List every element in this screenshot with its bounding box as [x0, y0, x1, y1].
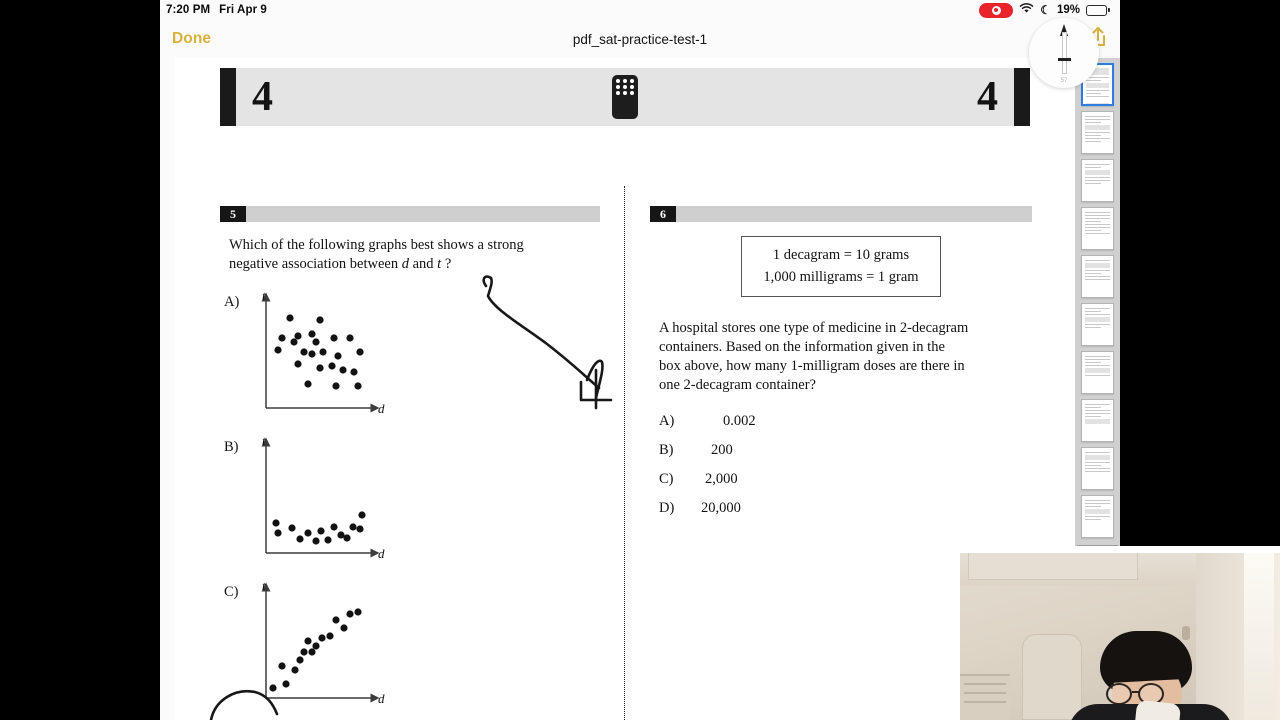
webcam-glasses-bridge: [1132, 691, 1140, 693]
thumbnail-page-4[interactable]: [1081, 207, 1114, 250]
svg-text:d: d: [378, 546, 385, 562]
q6-choice-b-letter: B): [659, 442, 674, 459]
choice-a-letter: A): [224, 294, 240, 311]
svg-text:d: d: [378, 401, 385, 417]
ios-status-bar: [160, 0, 1120, 20]
choice-a-scatter-plot: [248, 290, 388, 420]
document-title: pdf_sat-practice-test-1: [572, 31, 708, 47]
q6-choice-a-letter: A): [659, 413, 675, 430]
band-bar-right: [1014, 68, 1030, 126]
pen-body-icon: [1062, 32, 1067, 74]
thumbnail-page-8[interactable]: [1081, 399, 1114, 442]
question-6-choice-d[interactable]: [659, 500, 1032, 517]
moon-icon: ☾: [1040, 3, 1051, 17]
thumbnail-page-9[interactable]: [1081, 447, 1114, 490]
question-6-band: [650, 206, 1032, 222]
svg-text:d: d: [378, 691, 385, 707]
q6-line-0: A hospital stores one type of medicine in 2-decagram: [659, 319, 969, 336]
column-divider: [624, 186, 625, 720]
thumbnail-page-2[interactable]: [1081, 111, 1114, 154]
status-time: 7:20 PM: [166, 4, 211, 16]
thumbnail-page-6[interactable]: [1081, 303, 1114, 346]
question-5-number: 5: [220, 206, 246, 222]
question-6-prompt: [659, 319, 1032, 396]
svg-text:t: t: [262, 580, 266, 594]
document-toolbar: [160, 20, 1120, 58]
question-6-choices: [659, 413, 1032, 517]
section-number-right: 4: [977, 74, 998, 120]
record-indicator[interactable]: [979, 3, 1013, 18]
choice-c-scatter-plot: [248, 580, 388, 710]
question-5-prompt: [229, 236, 600, 274]
left-column: [220, 206, 600, 720]
q6-choice-d-value: 20,000: [701, 500, 741, 517]
section-number-left: 4: [252, 74, 273, 120]
unit-box-line-2: 1,000 milligrams = 1 gram: [763, 269, 919, 286]
battery-icon: [1086, 5, 1110, 16]
question-5-var-d: d: [401, 256, 409, 273]
wifi-icon: [1019, 3, 1034, 17]
q6-choice-b-value: 200: [711, 442, 733, 459]
choice-b-scatter-plot: [248, 435, 388, 565]
question-6-choice-c[interactable]: [659, 471, 1032, 488]
choice-c-letter: C): [224, 584, 239, 601]
q6-choice-a-value: 0.002: [723, 413, 756, 430]
pencil-tool-indicator[interactable]: [1029, 18, 1099, 88]
webcam-top-strip: [960, 546, 1280, 553]
webcam-door: [1022, 634, 1082, 720]
question-5-and: and: [412, 256, 434, 273]
unit-conversion-box: [741, 236, 941, 297]
svg-text:t: t: [262, 290, 266, 304]
unit-box-line-1: 1 decagram = 10 grams: [772, 247, 910, 263]
question-5-qmark: ?: [444, 256, 452, 273]
battery-percent-label: 19%: [1056, 4, 1080, 16]
question-6-choice-b[interactable]: [659, 442, 1032, 459]
done-button[interactable]: Done: [172, 30, 212, 47]
webcam-glasses-left-lens: [1106, 683, 1132, 705]
status-bar-right: [979, 3, 1110, 18]
question-6-choice-a[interactable]: [659, 413, 1032, 430]
question-5-choice-c[interactable]: [224, 580, 600, 720]
right-column: [650, 206, 1032, 529]
q6-choice-c-letter: C): [659, 471, 674, 488]
question-5-choice-a[interactable]: [224, 290, 600, 434]
thumbnail-page-5[interactable]: [1081, 255, 1114, 298]
section-header-band: [220, 68, 1030, 126]
question-5-prompt-line2: negative association between: [229, 256, 399, 273]
status-date: Fri Apr 9: [219, 4, 267, 16]
pencil-tool-number: 57: [1060, 78, 1068, 84]
thumbnail-page-10[interactable]: [1081, 495, 1114, 538]
webcam-hair-front: [1101, 651, 1190, 684]
q6-choice-d-letter: D): [659, 500, 675, 517]
question-5-band: [220, 206, 600, 222]
question-5-var-t: t: [437, 256, 442, 273]
band-bar-left: [220, 68, 236, 126]
status-bar-left: [166, 4, 267, 16]
pen-band-icon: [1058, 58, 1071, 61]
q6-line-3: one 2-decagram container?: [659, 377, 816, 394]
webcam-shelf: [960, 674, 1010, 720]
q6-line-1: containers. Based on the information given in the: [659, 339, 945, 356]
svg-text:t: t: [262, 435, 266, 449]
thumbnail-page-3[interactable]: [1081, 159, 1114, 202]
question-5-choice-b[interactable]: [224, 435, 600, 579]
question-5-prompt-line1: Which of the following graphs best shows a strong: [229, 237, 524, 253]
thumbnail-page-7[interactable]: [1081, 351, 1114, 394]
pdf-page[interactable]: [175, 58, 1075, 720]
choice-b-letter: B): [224, 439, 239, 456]
question-6-number: 6: [650, 206, 676, 222]
q6-line-2: box above, how many 1-milligram doses are there in: [659, 358, 965, 375]
webcam-overlay[interactable]: [960, 546, 1280, 720]
q6-choice-c-value: 2,000: [705, 471, 738, 488]
webcam-window: [1244, 546, 1274, 720]
calculator-icon: [612, 75, 638, 119]
